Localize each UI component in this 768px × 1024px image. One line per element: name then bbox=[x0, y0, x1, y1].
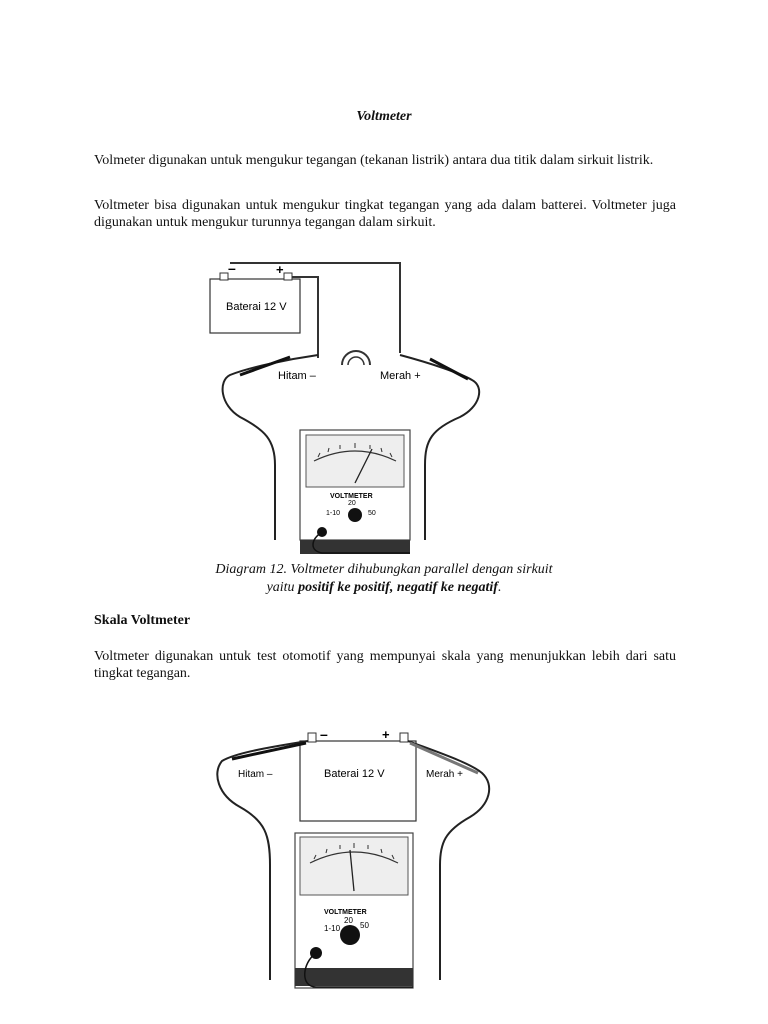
diagram-caption-line1: Diagram 12. Voltmeter dihubungkan parallel dengan sirkuit bbox=[215, 562, 553, 577]
lead-red-label: Merah + bbox=[380, 370, 421, 382]
range-20-label: 20 bbox=[348, 500, 356, 507]
paragraph-battery: Voltmeter bisa digunakan untuk mengukur tingkat tegangan yang ada dalam batterei. Voltmeter juga digunakan untuk mengukur turunnya tegangan dalam sirkuit. bbox=[94, 198, 676, 230]
battery-plus-symbol: + bbox=[382, 727, 390, 742]
range-1-10-label: 1-10 bbox=[324, 924, 341, 933]
meter-label: VOLTMETER bbox=[330, 493, 373, 500]
battery-plus-symbol: + bbox=[276, 262, 284, 277]
lead-red-label: Merah + bbox=[426, 769, 463, 780]
range-50-label: 50 bbox=[368, 510, 376, 517]
lead-black-label: Hitam – bbox=[238, 769, 273, 780]
battery-label: Baterai 12 V bbox=[324, 768, 385, 780]
battery-label: Baterai 12 V bbox=[226, 301, 287, 313]
range-knob bbox=[348, 508, 362, 522]
paragraph-intro: Volmeter digunakan untuk mengukur tegangan (tekanan listrik) antara dua titik dalam sirkuit listrik. bbox=[94, 153, 654, 168]
meter-label: VOLTMETER bbox=[324, 909, 367, 916]
battery-minus-symbol: – bbox=[320, 726, 328, 742]
paragraph-scale: Voltmeter digunakan untuk test otomotif yang mempunyai skala yang menunjukkan lebih dari satu tingkat tegangan. bbox=[94, 649, 676, 681]
page-title: Voltmeter bbox=[356, 109, 412, 124]
battery-minus-symbol: – bbox=[228, 260, 236, 276]
caption-suffix: . bbox=[497, 580, 502, 595]
caption-bold: positif ke positif, negatif ke negatif bbox=[298, 580, 498, 595]
diagram-voltmeter-parallel bbox=[210, 255, 530, 560]
range-1-10-label: 1-10 bbox=[326, 510, 341, 517]
range-20-label: 20 bbox=[344, 916, 353, 925]
battery-box bbox=[300, 741, 416, 821]
diagram-voltmeter-scale bbox=[210, 725, 510, 995]
range-50-label: 50 bbox=[360, 921, 369, 930]
section-heading-scale: Skala Voltmeter bbox=[94, 613, 191, 628]
diagram-caption-line2 bbox=[0, 579, 768, 597]
range-knob bbox=[340, 925, 360, 945]
lead-black-label: Hitam – bbox=[278, 370, 316, 382]
caption-prefix: yaitu bbox=[266, 580, 299, 595]
